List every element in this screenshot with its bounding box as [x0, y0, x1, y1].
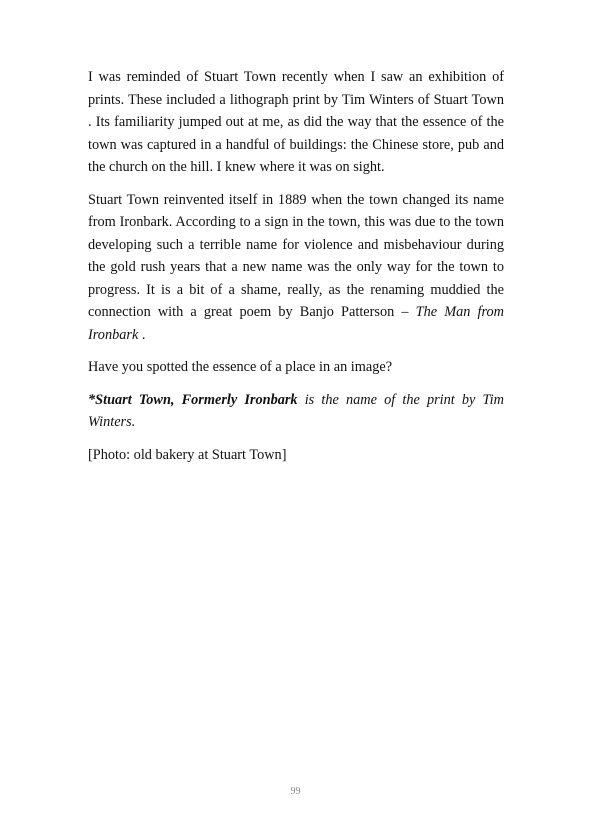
renaming-text: Stuart Town reinvented itself in 1889 when the town changed its name from Ironbark. According to a sign in the town, this was due to the town developing such a terrible name for violence and misbehaviour during the gold rush years that a new name was the only way for the town to progress. It is a bit of a shame, really, as the renaming muddied the connection with a great poem by Banjo Patterson –	[88, 191, 504, 320]
print-note-end: .	[131, 414, 136, 430]
print-title: *Stuart Town, Formerly Ironbark	[88, 391, 298, 408]
print-note-text: is the name of the print by Tim Winters	[88, 391, 504, 430]
paragraph-renaming	[88, 189, 504, 347]
page-number: 99	[290, 786, 301, 797]
paragraph-exhibition: I was reminded of Stuart Town recently when I saw an exhibition of prints. These included a lithograph print by Tim Winters of Stuart Town . Its familiarity jumped out at me, as did the way that the essence of the town was captured in a handful of buildings: the Chinese store, pub and the church on the hill. I knew where it was on sight.	[88, 69, 504, 175]
body-text	[88, 66, 504, 476]
paragraph-print-note	[88, 389, 504, 434]
paragraph-question: Have you spotted the essence of a place in an image?	[88, 359, 393, 375]
poem-title: The Man from Ironbark	[88, 304, 504, 343]
paragraph-photo-caption: [Photo: old bakery at Stuart Town]	[88, 446, 287, 463]
renaming-end: .	[138, 326, 146, 343]
